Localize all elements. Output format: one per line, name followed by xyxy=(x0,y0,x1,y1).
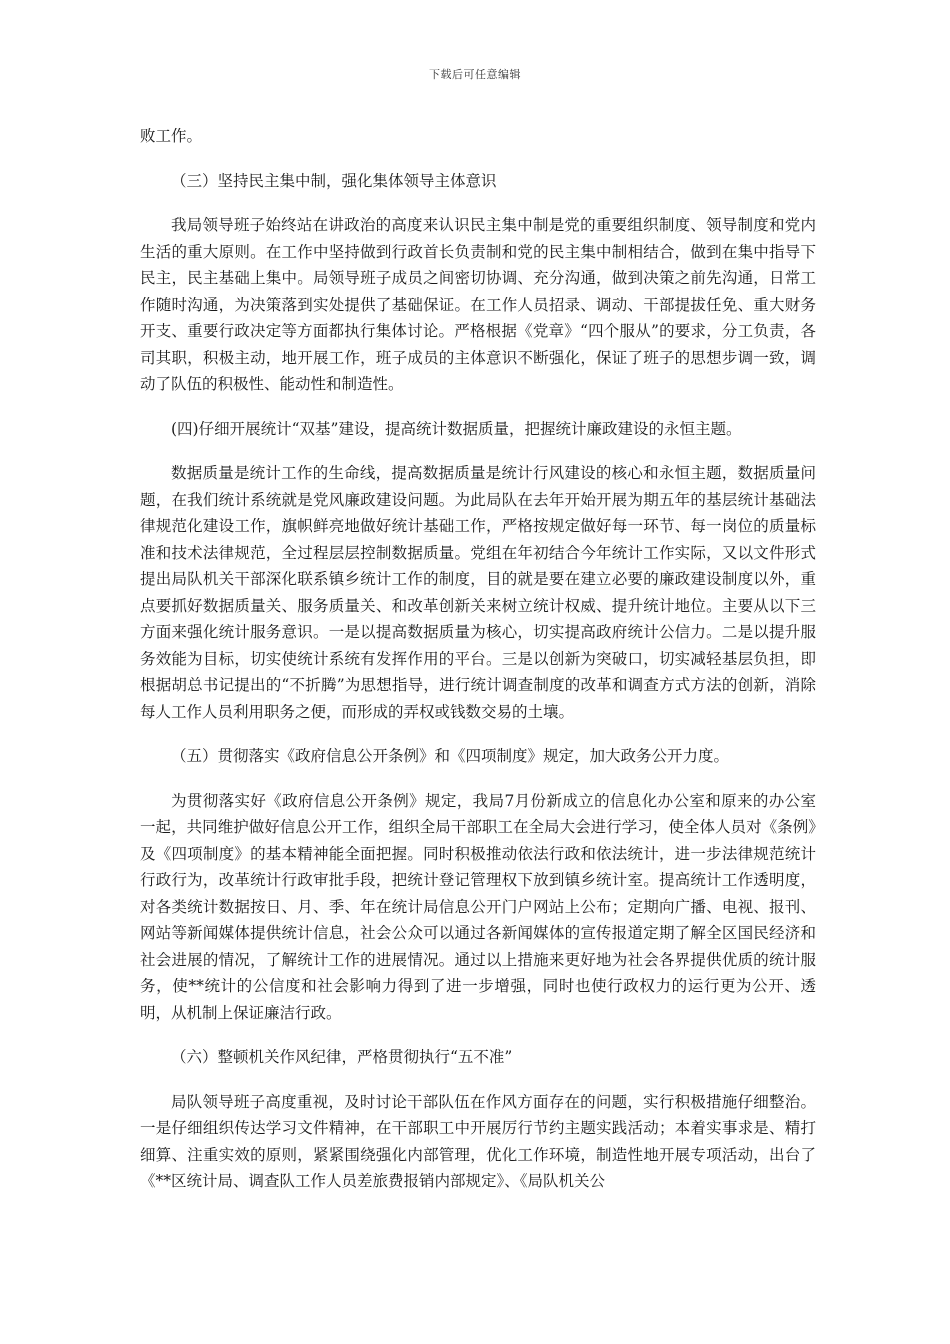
paragraph-body: 为贯彻落实好《政府信息公开条例》规定，我局7月份新成立的信息化办公室和原来的办公室一起，共同维护做好信息公开工作，组织全局干部职工在全局大会进行学习，使全体人员对《条例》及《四项制度》的基本精神能全面把握。同时积极推动依法行政和依法统计，进一步法律规范统计行政行为，改革统计行政审批手段，把统计登记管理权下放到镇乡统计室。提高统计工作透明度，对各类统计数据按日、月、季、年在统计局信息公开门户网站上公布；定期向广播、电视、报刊、网站等新闻媒体提供统计信息，社会公众可以通过各新闻媒体的宣传报道定期了解全区国民经济和社会进展的情况，了解统计工作的进展情况。通过以上措施来更好地为社会各界提供优质的统计服务，使**统计的公信度和社会影响力得到了进一步增强，同时也使行政权力的运行更为公开、透明，从机制上保证廉洁行政。 xyxy=(140,791,816,1022)
section-heading-4: (四)仔细开展统计“双基”建设，提高统计数据质量，把握统计廉政建设的永恒主题。 xyxy=(171,419,742,438)
section-heading-3: （三）坚持民主集中制，强化集体领导主体意识 xyxy=(171,171,497,190)
section-heading-5: （五）贯彻落实《政府信息公开条例》和《四项制度》规定，加大政务公开力度。 xyxy=(171,747,730,765)
paragraph-body: 局队领导班子高度重视，及时讨论干部队伍在作风方面存在的问题，实行积极措施仔细整治。一是仔细组织传达学习文件精神，在干部职工中开展厉行节约主题实践活动；本着实事求是、精打细算、注重实效的原则，紧紧围绕强化内部管理，优化工作环境，制造性地开展专项活动，出台了《**区统计局、调查队工作人员差旅费报销内部规定》、《局队机关公 xyxy=(140,1092,816,1190)
page-header: 下载后可任意编辑 xyxy=(429,68,521,81)
paragraph-continuation: 败工作。 xyxy=(140,127,203,145)
paragraph-body: 我局领导班子始终站在讲政治的高度来认识民主集中制是党的重要组织制度、领导制度和党内生活的重大原则。在工作中坚持做到行政首长负责制和党的民主集中制相结合，做到在集中指导下民主，民主基础上集中。局领导班子成员之间密切协调、充分沟通，做到决策之前先沟通，日常工作随时沟通，为决策落到实处提供了基础保证。在工作人员招录、调动、干部提拔任免、重大财务开支、重要行政决定等方面都执行集体讨论。严格根据《党章》“四个服从”的要求，分工负责，各司其职，积极主动，地开展工作，班子成员的主体意识不断强化，保证了班子的思想步调一致，调动了队伍的积极性、能动性和制造性。 xyxy=(140,216,816,393)
paragraph-body: 数据质量是统计工作的生命线，提高数据质量是统计行风建设的核心和永恒主题，数据质量问题，在我们统计系统就是党风廉政建设问题。为此局队在去年开始开展为期五年的基层统计基础法律规范化建设工作，旗帜鲜亮地做好统计基础工作，严格按规定做好每一环节、每一岗位的质量标准和技术法律规范，全过程层层控制数据质量。党组在年初结合今年统计工作实际，又以文件形式提出局队机关干部深化联系镇乡统计工作的制度，目的就是要在建立必要的廉政建设制度以外，重点要抓好数据质量关、服务质量关、和改革创新关来树立统计权威、提升统计地位。主要从以下三方面来强化统计服务意识。一是以提高数据质量为核心，切实提高政府统计公信力。二是以提升服务效能为目标，切实使统计系统有发挥作用的平台。三是以创新为突破口，切实减轻基层负担，即根据胡总书记提出的“不折腾”为思想指导，进行统计调查制度的改革和调查方式方法的创新，消除每人工作人员利用职务之便，而形成的弄权或钱数交易的土壤。 xyxy=(140,464,816,721)
document-body xyxy=(140,123,816,1195)
section-heading-6: （六）整顿机关作风纪律，严格贯彻执行“五不准” xyxy=(171,1048,513,1066)
